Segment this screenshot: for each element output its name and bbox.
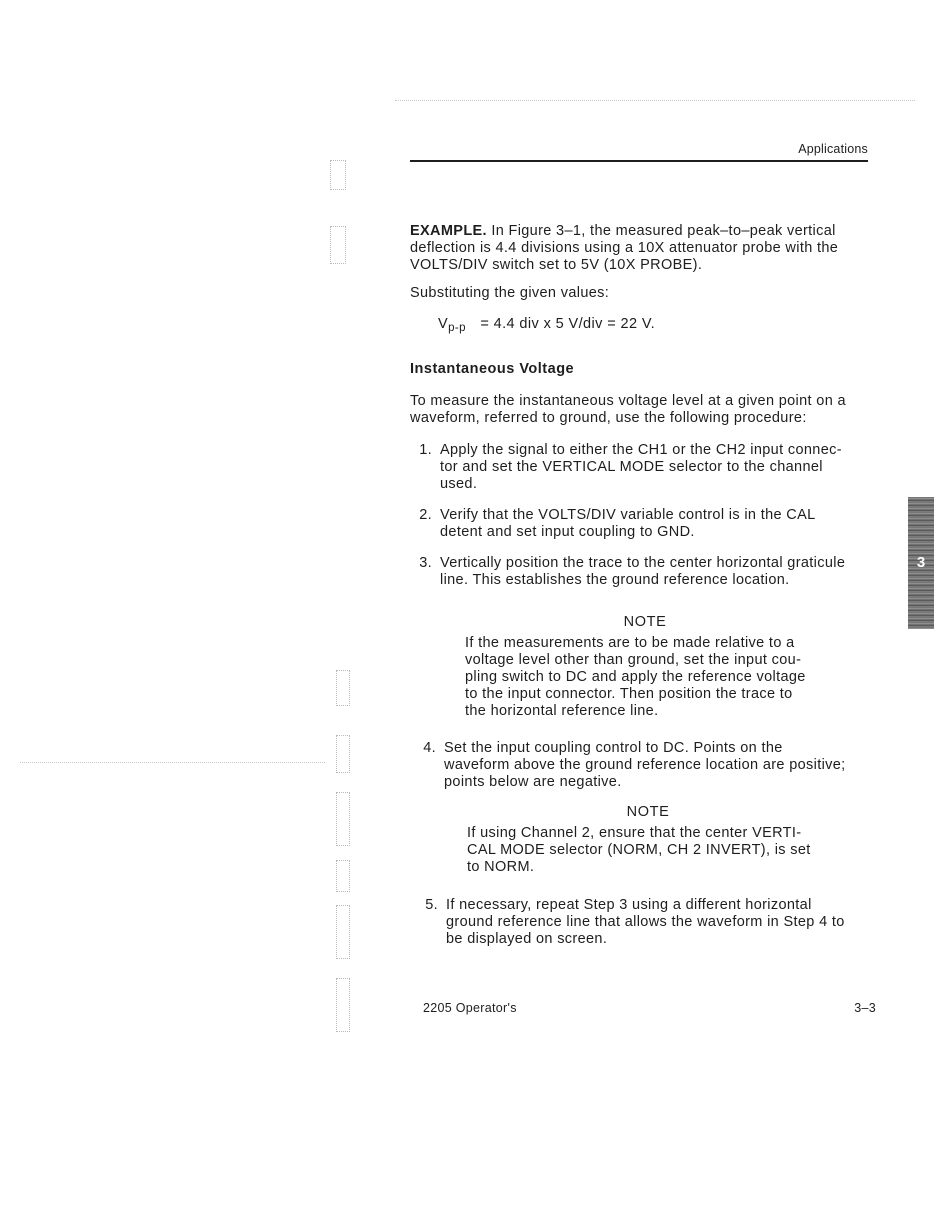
example-line-3: VOLTS/DIV switch set to 5V (10X PROBE). [410, 257, 703, 273]
step-text: Set the input coupling control to DC. Points on the waveform above the ground reference location are positive; points below are negative. [444, 740, 846, 790]
substituting-text: Substituting the given values: [410, 285, 610, 301]
equation-expression: = 4.4 div x 5 V/div = 22 V. [480, 316, 656, 332]
section-tab-label: 3 [916, 554, 926, 571]
note-title: NOTE [626, 804, 670, 820]
scan-artifact-mark [330, 160, 346, 190]
step-number: 3. [419, 555, 432, 571]
section-heading: Instantaneous Voltage [410, 361, 575, 377]
scan-artifact-mark [336, 860, 350, 892]
header-rule [410, 160, 868, 162]
example-paragraph [410, 223, 870, 274]
step-text: If necessary, repeat Step 3 using a different horizontal ground reference line that allows the waveform in Step 4 to be displayed on screen. [446, 897, 845, 947]
example-line-1: EXAMPLE. In Figure 3–1, the measured peak–to–peak vertical [410, 223, 836, 239]
intro-line-1: To measure the instantaneous voltage level at a given point on a [410, 393, 846, 409]
equation [438, 316, 838, 334]
footer-right: 3–3 [854, 1001, 876, 1015]
scan-artifact-mark [336, 905, 350, 959]
example-run-in: EXAMPLE. [410, 223, 487, 239]
equation-symbol: V [438, 316, 449, 332]
step-number: 4. [423, 740, 436, 756]
note-title: NOTE [623, 614, 667, 630]
scan-artifact-line [20, 762, 325, 763]
example-line-2: deflection is 4.4 divisions using a 10X attenuator probe with the [410, 240, 839, 256]
step-number: 1. [419, 442, 432, 458]
scan-artifact-line [395, 100, 915, 101]
intro-line-2: waveform, referred to ground, use the following procedure: [410, 410, 807, 426]
intro-paragraph [410, 393, 870, 427]
step-text: Vertically position the trace to the center horizontal graticule line. This establishes the ground reference location. [440, 555, 846, 588]
section-header: Applications [798, 142, 868, 156]
scan-artifact-mark [336, 735, 350, 773]
step-number: 2. [419, 507, 432, 523]
note-body: If the measurements are to be made relative to a voltage level other than ground, set the input cou- pling switch to DC and apply the reference voltage to the input connector. Then position the trace to the horizontal reference line. [465, 635, 806, 719]
equation-subscript: p-p [448, 322, 466, 334]
note-body: If using Channel 2, ensure that the center VERTI- CAL MODE selector (NORM, CH 2 INVERT), is set to NORM. [467, 825, 811, 875]
footer-left: 2205 Operator's [423, 1001, 517, 1015]
step-text: Apply the signal to either the CH1 or the CH2 input connec- tor and set the VERTICAL MODE selector to the channel used. [440, 442, 842, 492]
step-number: 5. [425, 897, 438, 913]
scan-artifact-mark [336, 792, 350, 846]
scan-artifact-mark [330, 226, 346, 264]
scan-artifact-mark [336, 670, 350, 706]
step-text: Verify that the VOLTS/DIV variable control is in the CAL detent and set input coupling to GND. [440, 507, 816, 540]
scan-artifact-mark [336, 978, 350, 1032]
